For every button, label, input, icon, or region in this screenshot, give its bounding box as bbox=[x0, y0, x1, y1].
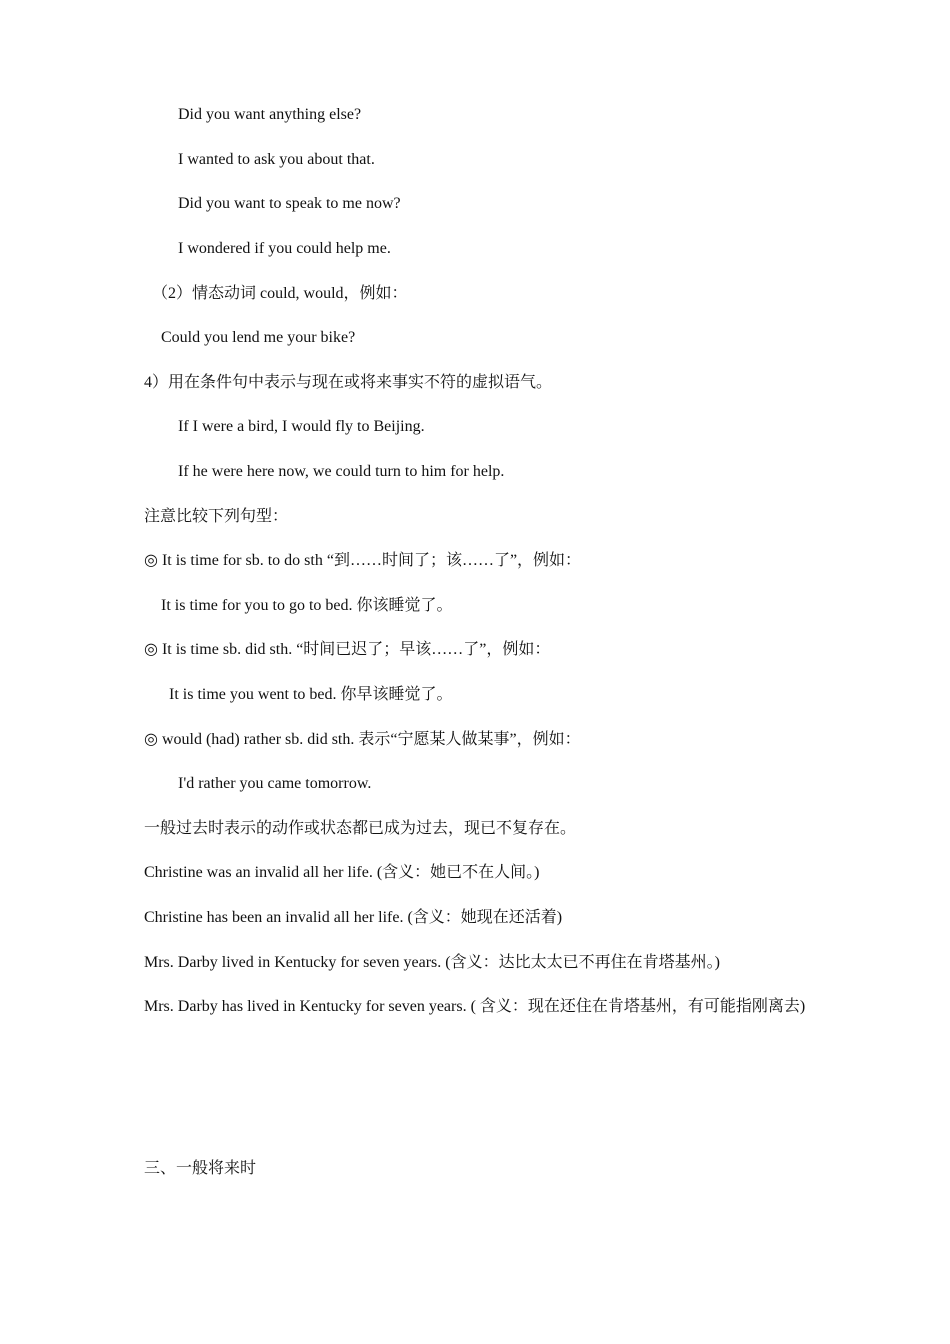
example-sentence: I'd rather you came tomorrow. bbox=[178, 775, 372, 792]
pattern-item: ◎ It is time for sb. to do sth “到……时间了；该……了”，例如： bbox=[144, 552, 582, 569]
section-subheading: 4）用在条件句中表示与现在或将来事实不符的虚拟语气。 bbox=[144, 374, 553, 391]
example-sentence: If he were here now, we could turn to him for help. bbox=[178, 463, 505, 480]
pattern-item: ◎ It is time sb. did sth. “时间已迟了；早该……了”，例如： bbox=[144, 641, 551, 658]
example-sentence: If I were a bird, I would fly to Beijing. bbox=[178, 418, 425, 435]
example-sentence: Mrs. Darby lived in Kentucky for seven years. (含义：达比太太已不再住在肯塔基州。) bbox=[144, 954, 720, 971]
paragraph: 一般过去时表示的动作或状态都已成为过去，现已不复存在。 bbox=[144, 820, 577, 837]
example-sentence: I wondered if you could help me. bbox=[178, 240, 391, 257]
example-sentence: It is time for you to go to bed. 你该睡觉了。 bbox=[161, 597, 453, 614]
example-sentence: Christine was an invalid all her life. (含义：她已不在人间。) bbox=[144, 864, 540, 881]
pattern-item: ◎ would (had) rather sb. did sth. 表示“宁愿某人做某事”，例如： bbox=[144, 731, 581, 748]
example-sentence: Did you want to speak to me now? bbox=[178, 195, 401, 212]
example-sentence: I wanted to ask you about that. bbox=[178, 151, 375, 168]
example-sentence: Did you want anything else? bbox=[178, 106, 362, 123]
section-subheading: （2）情态动词 could, would，例如： bbox=[152, 285, 408, 302]
section-heading: 三、一般将来时 bbox=[144, 1160, 257, 1177]
example-sentence: Could you lend me your bike? bbox=[161, 329, 356, 346]
example-sentence: It is time you went to bed. 你早该睡觉了。 bbox=[169, 686, 453, 703]
example-sentence: Christine has been an invalid all her life. (含义：她现在还活着) bbox=[144, 909, 563, 926]
example-sentence: Mrs. Darby has lived in Kentucky for seven years. ( 含义：现在还住在肯塔基州，有可能指刚离去) bbox=[144, 998, 806, 1015]
note-heading: 注意比较下列句型： bbox=[144, 508, 289, 525]
